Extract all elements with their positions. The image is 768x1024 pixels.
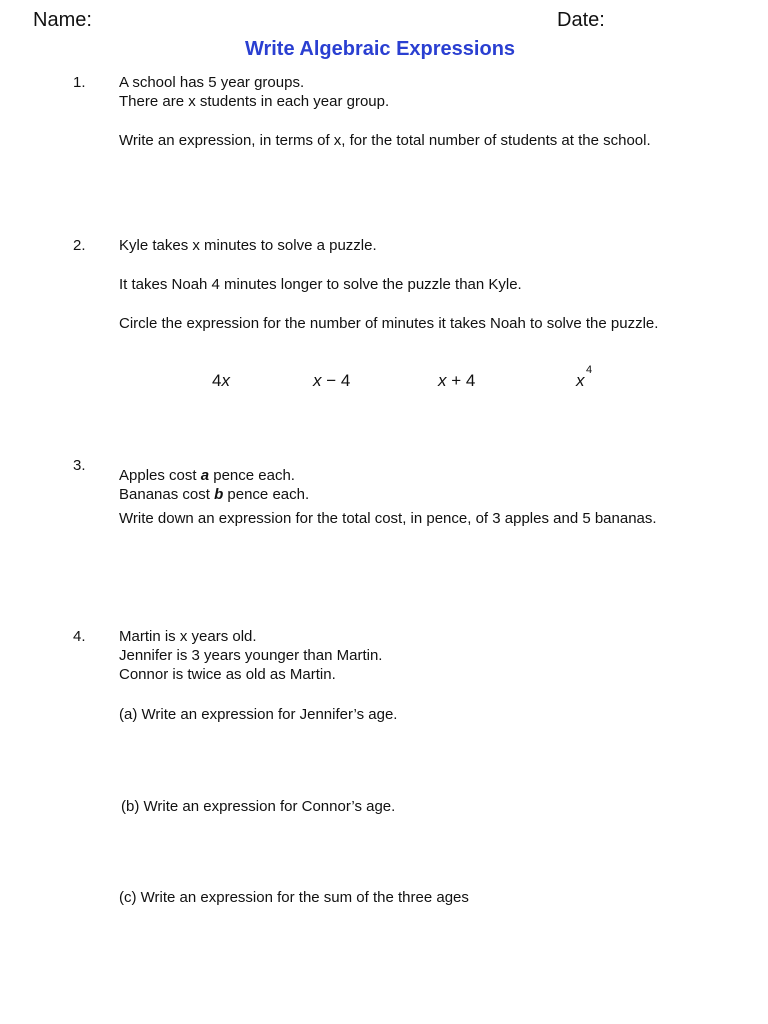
- question-3-number: 3.: [73, 457, 86, 474]
- question-3-line: Apples cost a pence each.: [119, 467, 295, 484]
- page-title: Write Algebraic Expressions: [244, 38, 516, 60]
- question-4-number: 4.: [73, 628, 86, 645]
- question-3-prompt: Write down an expression for the total cost, in pence, of 3 apples and 5 bananas.: [119, 510, 657, 527]
- question-1-line: A school has 5 year groups.: [119, 74, 305, 91]
- question-3-line: Bananas cost b pence each.: [119, 486, 310, 503]
- question-2-number: 2.: [73, 237, 86, 254]
- question-2-line: It takes Noah 4 minutes longer to solve the puzzle than Kyle.: [119, 276, 522, 293]
- question-1-prompt: Write an expression, in terms of x, for the total number of students at the school.: [119, 132, 651, 149]
- option-x-power-4[interactable]: x 4: [576, 364, 593, 390]
- option-x-minus-4[interactable]: x − 4: [313, 371, 351, 390]
- question-2-prompt: Circle the expression for the number of minutes it takes Noah to solve the puzzle.: [119, 315, 659, 332]
- name-label: Name:: [33, 9, 92, 31]
- question-1-number: 1.: [73, 74, 86, 91]
- question-4-line: Jennifer is 3 years younger than Martin.: [119, 647, 383, 664]
- question-4-line: Connor is twice as old as Martin.: [119, 666, 336, 683]
- question-1-line: There are x students in each year group.: [119, 93, 390, 110]
- question-2-line: Kyle takes x minutes to solve a puzzle.: [119, 237, 377, 254]
- date-label: Date:: [557, 9, 605, 31]
- option-x-plus-4[interactable]: x + 4: [438, 371, 476, 390]
- option-4x[interactable]: 4x: [212, 371, 230, 390]
- question-4-part-a: (a) Write an expression for Jennifer’s age.: [119, 706, 398, 723]
- question-4-part-b: (b) Write an expression for Connor’s age.: [121, 798, 396, 815]
- question-4-part-c: (c) Write an expression for the sum of the three ages: [119, 889, 469, 906]
- question-4-line: Martin is x years old.: [119, 628, 257, 645]
